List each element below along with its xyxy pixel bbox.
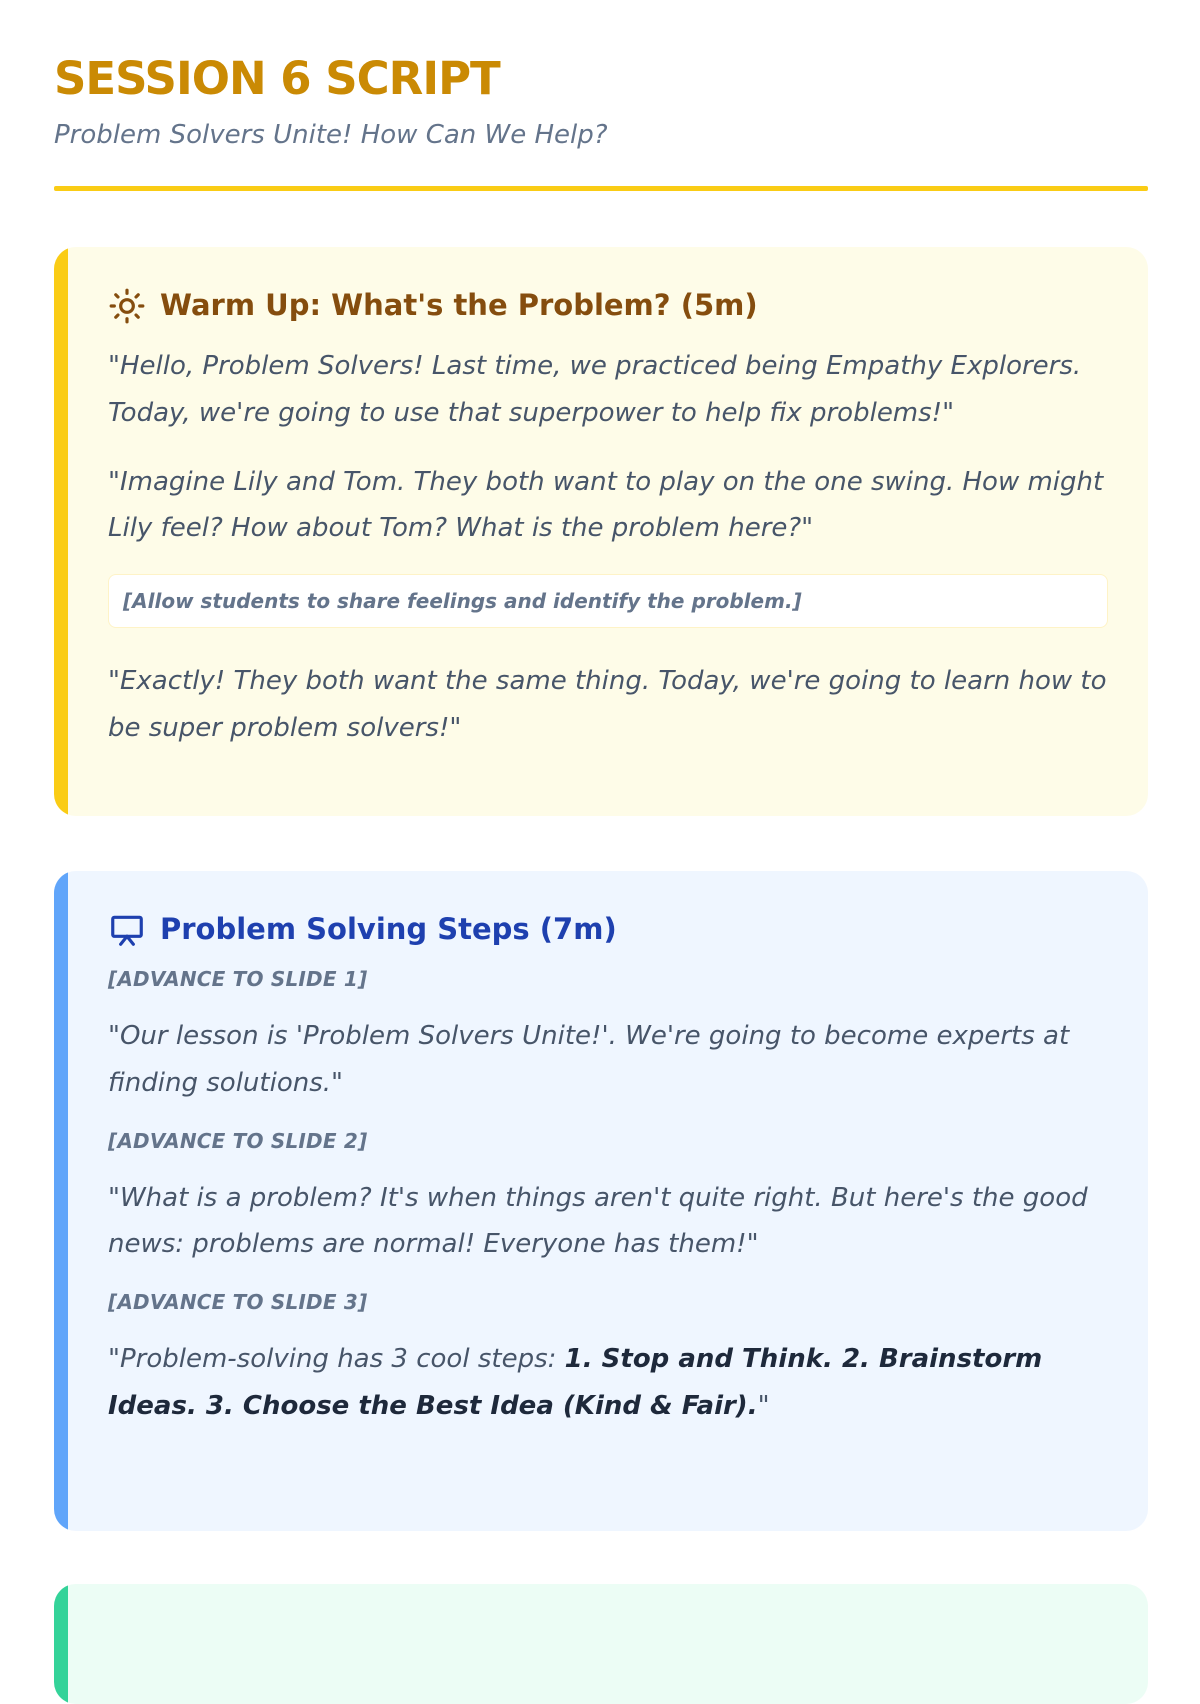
warmup-quote-3: "Exactly! They both want the same thing. Today, we're going to learn how to be super problem solvers!" xyxy=(108,666,1107,743)
teacher-note: [Allow students to share feelings and identify the problem.] xyxy=(108,574,1108,628)
steps-quote-1: "Our lesson is 'Problem Solvers Unite!'. We're going to become experts at finding solutions." xyxy=(108,1021,1070,1098)
page-title: SESSION 6 SCRIPT xyxy=(54,52,500,105)
warmup-quote-2: "Imagine Lily and Tom. They both want to play on the one swing. How might Lily feel? How about Tom? What is the problem here?" xyxy=(108,466,1104,544)
sun-icon xyxy=(108,287,146,325)
steps-list: 1. Stop and Think. 2. Brainstorm Ideas. 3. Choose the Best Idea (Kind & Fair). xyxy=(108,1344,1043,1421)
steps-quote-3-end: " xyxy=(757,1390,770,1421)
title-divider xyxy=(54,186,1148,191)
warmup-section xyxy=(54,247,1148,816)
slide-cue-2: [ADVANCE TO SLIDE 2] xyxy=(108,1128,368,1153)
steps-quote-2: "What is a problem? It's when things aren't quite right. But here's the good news: problems are normal! Everyone has them!" xyxy=(108,1182,1088,1260)
slide-cue-3: [ADVANCE TO SLIDE 3] xyxy=(108,1290,368,1315)
page-subtitle: Problem Solvers Unite! How Can We Help? xyxy=(54,120,608,150)
presentation-icon xyxy=(108,911,146,949)
warmup-heading-text: Warm Up: What's the Problem? (5m) xyxy=(160,288,758,323)
next-section xyxy=(54,1584,1148,1704)
steps-quote-3 xyxy=(108,1336,1108,1430)
steps-quote-3-lead: "Problem-solving has 3 cool steps: xyxy=(108,1344,565,1375)
warmup-quote-1: "Hello, Problem Solvers! Last time, we practiced being Empathy Explorers. Today, we're going to use that superpower to help fix problems!" xyxy=(108,351,1082,428)
slide-cue-1: [ADVANCE TO SLIDE 1] xyxy=(108,967,368,991)
steps-heading xyxy=(108,911,1108,949)
problem-solving-section xyxy=(54,871,1148,1531)
steps-heading-text: Problem Solving Steps (7m) xyxy=(160,912,617,947)
warmup-heading xyxy=(108,287,1108,325)
